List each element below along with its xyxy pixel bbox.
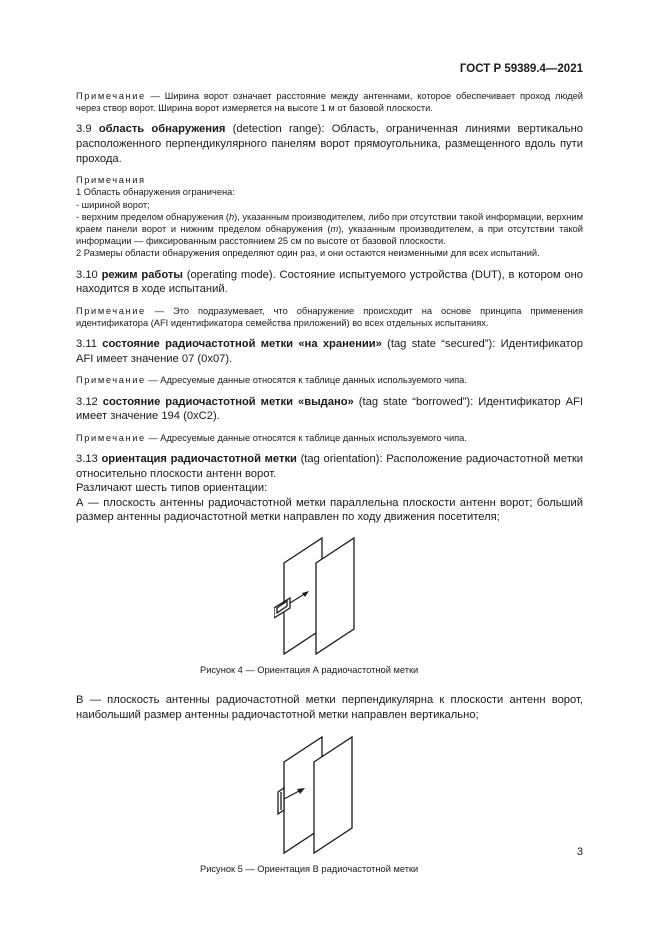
term-definition: (tag orientation): Расположение радиочастотной метки относительно плоскости антенн ворот. (76, 452, 583, 480)
symbol-m: m (330, 224, 339, 234)
note-bullet-1: - шириной ворот; (76, 199, 150, 210)
page-number: 3 (576, 846, 583, 858)
term-title: режим работы (101, 268, 183, 281)
symbol-h: h (228, 211, 235, 222)
definition-3-10 (76, 268, 583, 297)
term-number: 3.13 (76, 452, 98, 465)
orientation-b-text: В — плоскость антенны радиочастотной метки перпендикулярна к плоскости антенн ворот, наибольший размер антенны радиочастотной метки направлен вертикально; (76, 693, 583, 721)
note-3-10 (76, 305, 583, 329)
term-definition: (tag state “secured”): Идентификатор AFI имеет значение 07 (0x07). (76, 338, 583, 365)
orientation-types-intro: Различают шесть типов ориентации: (76, 482, 268, 495)
note-label: Примечание (76, 432, 146, 443)
note-label: Примечание (76, 375, 146, 386)
term-definition: (tag state “borrowed”): Идентификатор AFI имеет значение 194 (0xC2). (76, 395, 583, 423)
note-3-12 (76, 432, 583, 444)
note-text: — Это подразумевает, что обнаружение происходит на основе принципа применения идентификатора (AFI идентификатора семейства приложений) во всех отдельных испытаниях. (76, 305, 583, 328)
note-bullet-2-part-a: - верхним пределом обнаружения ( (76, 211, 229, 222)
term-number: 3.10 (76, 268, 98, 281)
figure-4-caption: Рисунок 4 — Ориентация А радиочастотной метки (200, 664, 419, 675)
definition-3-9 (76, 122, 583, 166)
note-3-11 (76, 374, 583, 386)
term-title: область обнаружения (98, 123, 226, 136)
term-definition: (operating mode). Состояние испытуемого устройства (DUT), в котором оно находится в ходе испытаний. (76, 268, 584, 296)
note-label: Примечание (76, 91, 146, 101)
note-gate-width (76, 90, 583, 114)
definition-3-12 (76, 395, 583, 424)
term-number: 3.12 (76, 395, 98, 408)
note-item-2: 2 Размеры области обнаружения определяют один раз, и они остаются неизменными для всех испытаний. (76, 248, 540, 259)
figure-4 (76, 535, 583, 659)
notes-label: Примечания (76, 175, 146, 186)
note-text: — Ширина ворот означает расстояние между антеннами, которое обеспечивает проход людей через створ ворот. Ширина ворот измеряется на высоте 1 м от базовой плоскости. (76, 91, 583, 114)
note-text: — Адресуемые данные относятся к таблице данных используемого чипа. (148, 432, 467, 443)
figure-5-caption: Рисунок 5 — Ориентация В радиочастотной метки (200, 864, 419, 875)
note-text: — Адресуемые данные относятся к таблице данных используемого чипа. (148, 375, 467, 386)
term-title: состояние радиочастотной метки «на хранении» (102, 338, 382, 351)
term-title: состояние радиочастотной метки «выдано» (102, 395, 354, 408)
term-title: ориентация радиочастотной метки (101, 452, 297, 465)
note-bullet-2-part-b: ), указанным производителем, либо при отсутствии такой информации, верхним краем панели ворот и нижним пределом обнаружения ( (76, 211, 583, 234)
notes-3-9 (76, 174, 583, 259)
term-definition: (detection range): Область, ограниченная линиями вертикально расположенного перпендикулярного панелям ворот прямоугольника, размещенного вдоль пути прохода. (76, 123, 584, 165)
note-item-1: 1 Область обнаружения ограничена: (76, 187, 235, 198)
term-number: 3.9 (76, 123, 92, 136)
figure-5 (76, 734, 583, 858)
definition-3-13 (76, 452, 583, 481)
figure-5-drawing (276, 734, 366, 858)
orientation-a-text: А — плоскость антенны радиочастотной метки параллельна плоскости антенн ворот; больший размер антенны радиочастотной метки направлен по ходу движения посетителя; (76, 496, 583, 524)
figure-4-drawing (274, 535, 364, 659)
note-bullet-2 (76, 211, 583, 248)
note-bullet-2-part-c: ), указанным производителем, а при отсутствии такой информации — фиксированным расстоянием 25 см по высоте от базовой плоскости. (76, 224, 583, 247)
note-label: Примечание (76, 305, 146, 316)
term-number: 3.11 (76, 338, 97, 351)
document-id: ГОСТ Р 59389.4—2021 (459, 63, 583, 75)
page-content (76, 90, 583, 874)
definition-3-11 (76, 337, 583, 366)
